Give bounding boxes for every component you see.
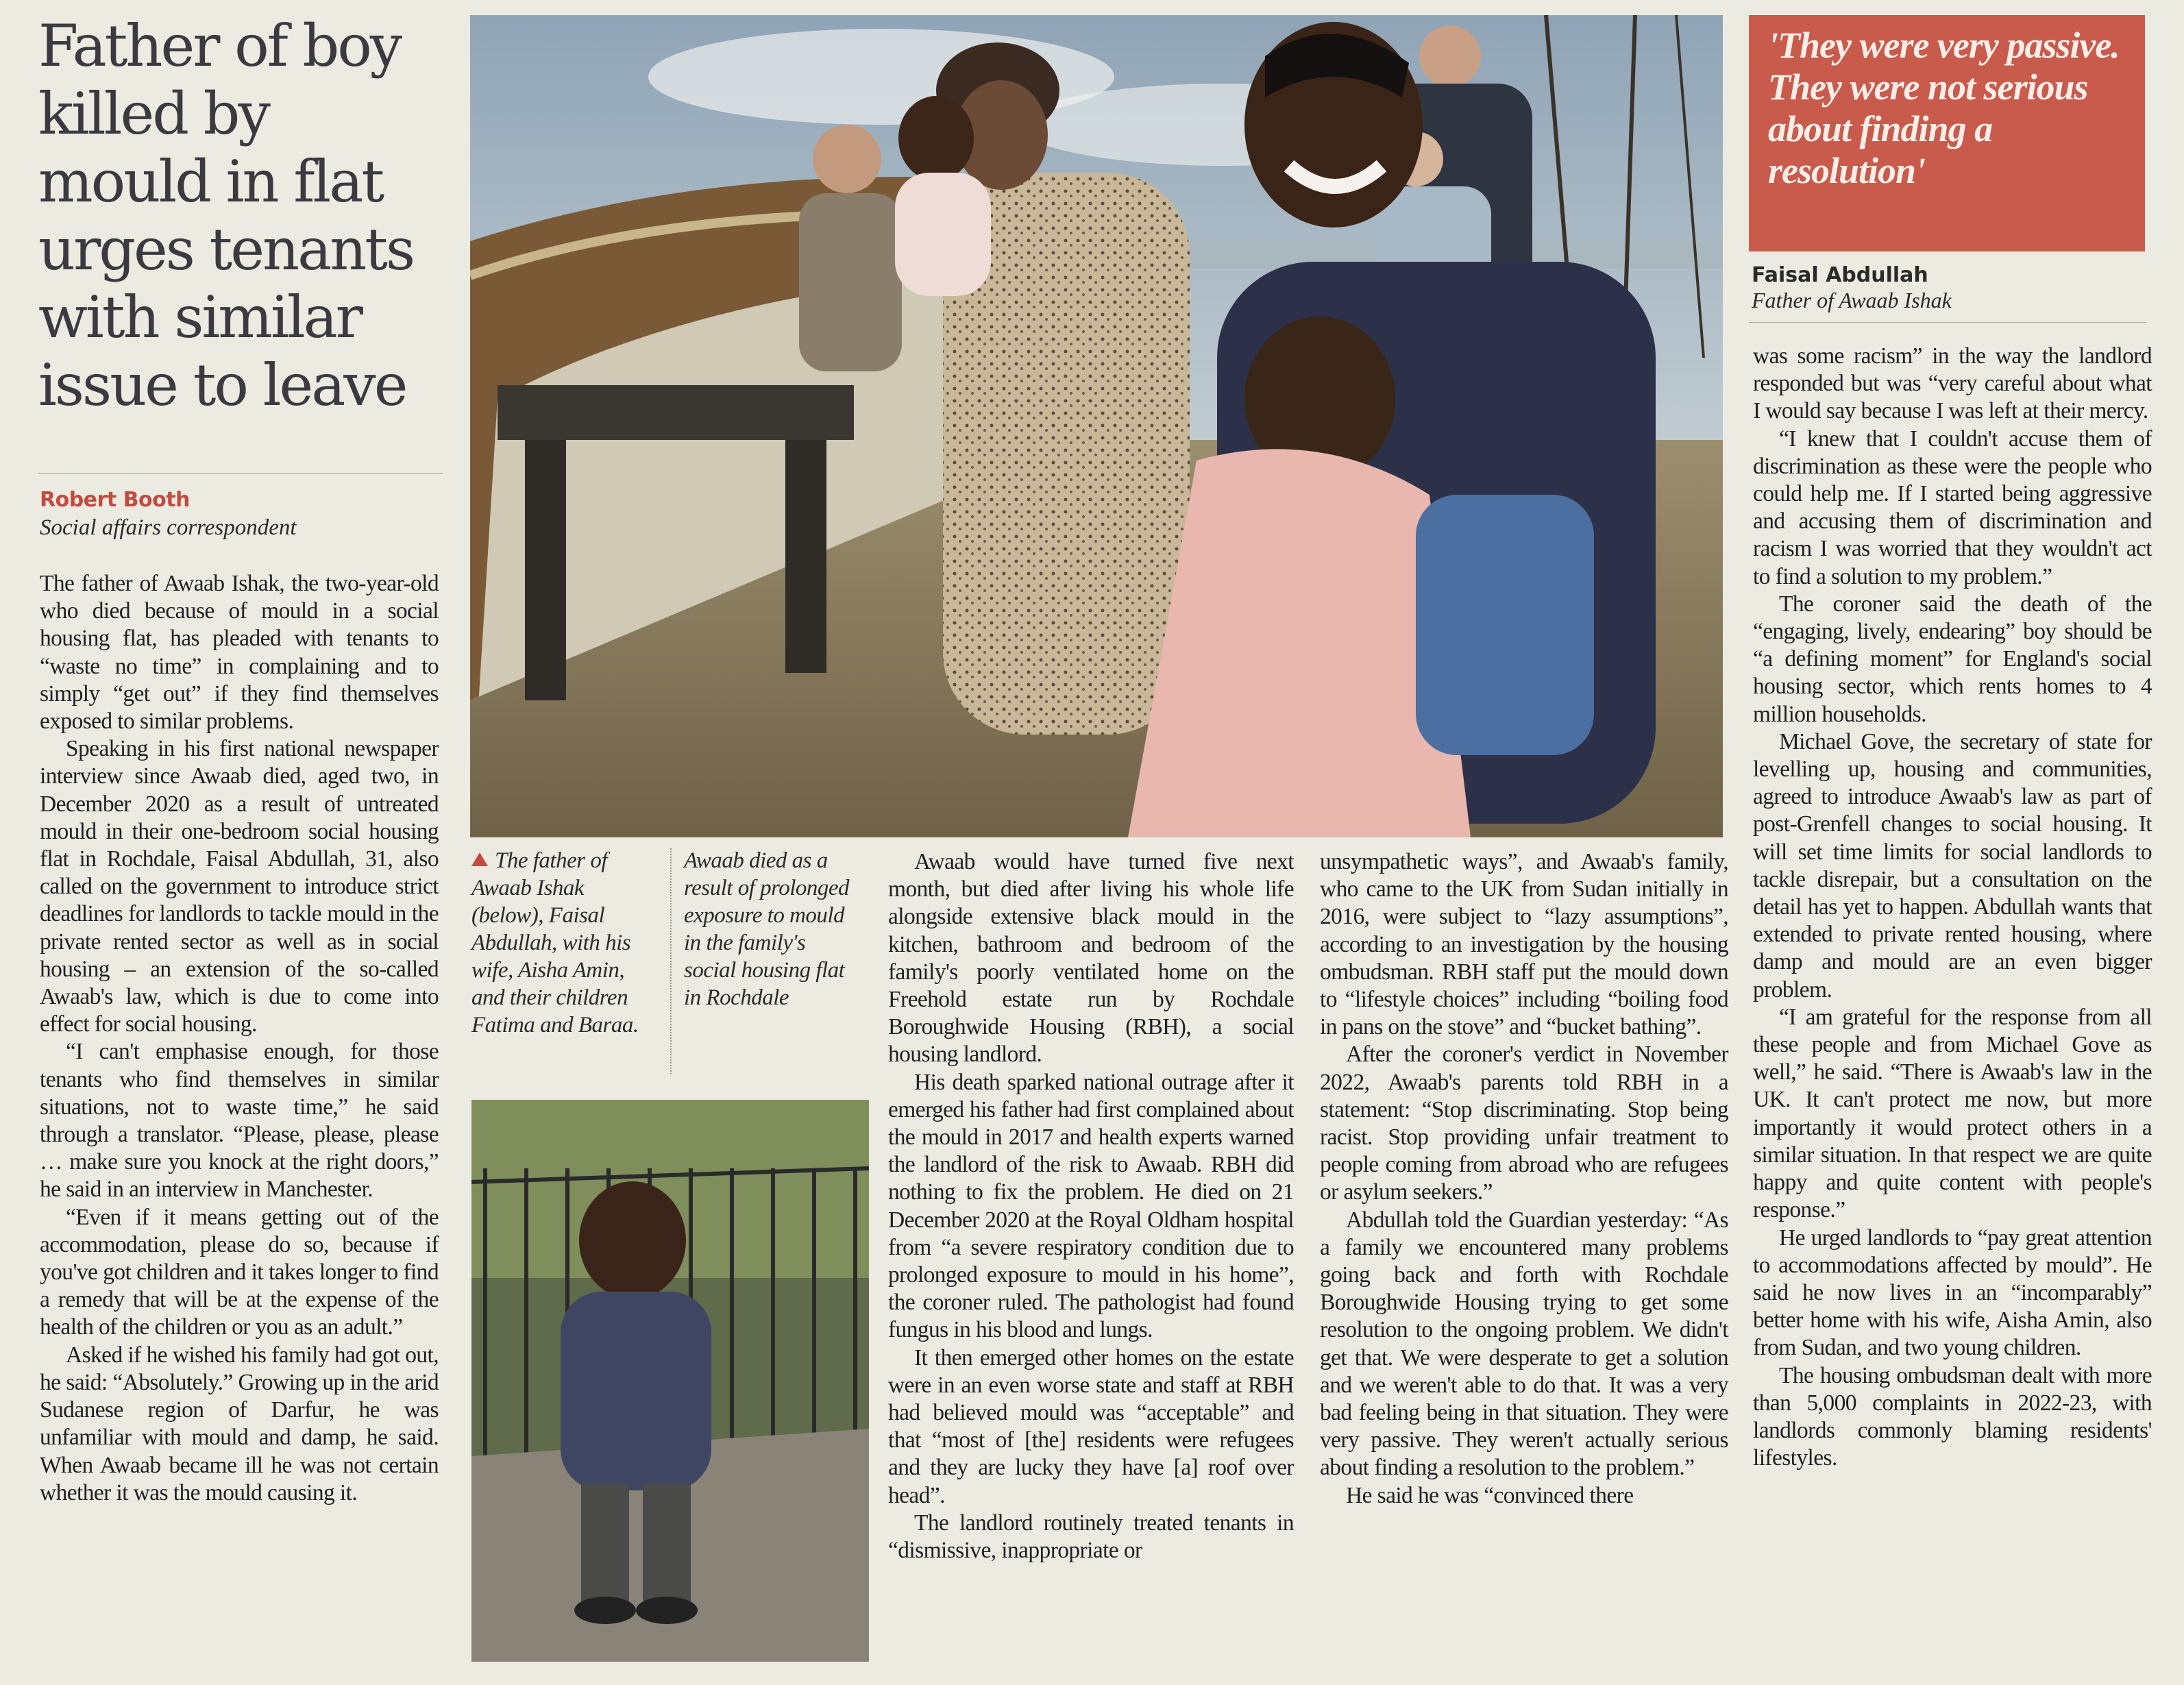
caption-divider xyxy=(670,848,672,1074)
paragraph: The landlord routinely treated tenants in “dismissive, inappropriate or xyxy=(888,1510,1294,1564)
child-photo-illustration xyxy=(471,1100,869,1662)
paragraph: It then emerged other homes on the estate were in an even worse state and staff at RBH had believed mould was “acceptable” and that “most of [the] residents were refugees and they are lucky they have [a] roof over head”. xyxy=(888,1344,1294,1508)
photo-caption-second: Awaab died as a result of prolonged exposure to mould in the family's social housing flat in Rochdale xyxy=(684,848,850,1010)
paragraph: Asked if he wished his family had got out, he said: “Absolutely.” Growing up in the arid Sudanese region of Darfur, he was unfamiliar with mould and damp, he said. When Awaab became ill he was not certain whether it was the mould causing it. xyxy=(40,1342,439,1505)
paragraph: The father of Awaab Ishak, the two-year-old who died because of mould in a social housing flat, has pleaded with tenants to “waste no time” in complaining and to simply “get out” if they find themselves exposed to similar problems. xyxy=(40,571,439,735)
paragraph: Awaab would have turned five next month, but died after living his whole life alongside extensive black mould in the kitchen, bathroom and bedroom of the family's poorly ventilated home on the Freehold estate run by Rochdale Boroughwide Housing (RBH), a social housing landlord. xyxy=(888,849,1294,1068)
byline-name: Robert Booth xyxy=(40,488,190,512)
caption-text: The father of Awaab Ishak (below), Faisal Abdullah, with his wife, Aisha Amin, and their children Fatima and Baraa. xyxy=(471,848,639,1037)
article-column-3 xyxy=(888,848,1294,1564)
paragraph: The coroner said the death of the “engaging, lively, endearing” boy should be “a defining moment” for England's social housing sector, which rents homes to 4 million households. xyxy=(1753,591,2152,727)
paragraph: The housing ombudsman dealt with more than 5,000 complaints in 2022-23, with landlords commonly blaming residents' lifestyles. xyxy=(1753,1362,2152,1471)
paragraph: After the coroner's verdict in November 2022, Awaab's parents told RBH in a statement: “Stop discriminating. Stop being racist. Stop providing unfair treatment to people coming from abroad who are refugees or asylum seekers.” xyxy=(1320,1042,1728,1205)
family-photo-illustration xyxy=(470,15,1723,837)
paragraph: “Even if it means getting out of the accommodation, please do so, because if you've got children and it takes longer to find a remedy that will be at the expense of the health of the children or you as an adult.” xyxy=(40,1204,439,1340)
child-photo xyxy=(471,1100,869,1662)
paragraph: He said he was “convinced there xyxy=(1346,1482,1634,1508)
pull-quote-rule xyxy=(1749,322,2146,323)
paragraph: unsympathetic ways”, and Awaab's family, who came to the UK from Sudan initially in 2016, were subject to “lazy assumptions”, according to an investigation by the housing ombudsman. RBH staff put the mould down to “lifestyle choices” including “boiling food in pans on the stove” and “bucket bathing”. xyxy=(1320,849,1728,1040)
paragraph: “I knew that I couldn't accuse them of discrimination as these were the people who could help me. If I started being aggressive and accusing them of discrimination and racism I was worried that they wouldn't act to find a solution to my problem.” xyxy=(1753,426,2152,589)
paragraph: was some racism” in the way the landlord responded but was “very careful about what I would say because I was left at their mercy. xyxy=(1753,343,2152,424)
headline: Father of boy killed by mould in flat urges tenants with similar issue to leave xyxy=(38,12,414,419)
pull-quote-text: 'They were very passive. They were not serious about finding a resolution' xyxy=(1768,25,2120,191)
article-column-1 xyxy=(40,570,439,1507)
article-column-4 xyxy=(1320,848,1728,1510)
paragraph: Abdullah told the Guardian yesterday: “As a family we encountered many problems going back and forth with Rochdale Boroughwide Housing trying to get some resolution to the ongoing problem. We didn't get that. We were desperate to get a solution and we weren't able to do that. It was a very bad feeling being in that situation. They were very passive. They weren't actually serious about finding a resolution to the problem.” xyxy=(1320,1207,1728,1481)
photo-caption-main xyxy=(471,847,657,1039)
pull-quote-role: Father of Awaab Ishak xyxy=(1752,288,1952,312)
byline-role: Social affairs correspondent xyxy=(40,515,297,540)
paragraph: Speaking in his first national newspaper interview since Awaab died, aged two, in December 2020 as a result of untreated mould in their one-bedroom social housing flat in Rochdale, Faisal Abdullah, 31, also called on the government to introduce strict deadlines for landlords to tackle mould in the private rented sector as well as in social housing – an extension of the so-called Awaab's law, which is due to come into effect for social housing. xyxy=(40,736,439,1037)
paragraph: “I am grateful for the response from all these people and from Michael Gove as well,” he said. “There is Awaab's law in the UK. It can't protect me now, but more importantly it would protect others in a similar situation. In that respect we are quite happy and quite content with people's response.” xyxy=(1753,1004,2152,1223)
paragraph: He urged landlords to “pay great attention to accommodations affected by mould”. He said he now lives in an “incomparably” better home with his wife, Aisha Amin, also from Sudan, and two young children. xyxy=(1753,1225,2152,1361)
paragraph: His death sparked national outrage after it emerged his father had first complained about the mould in 2017 and health experts warned the landlord of the risk to Awaab. RBH did nothing to fix the problem. He died on 21 December 2020 at the Royal Oldham hospital from “a severe respiratory condition due to prolonged exposure to mould in his home”, the coroner ruled. The pathologist had found fungus in his blood and lungs. xyxy=(888,1069,1294,1343)
caption-triangle-icon xyxy=(471,852,488,866)
paragraph: Michael Gove, the secretary of state for levelling up, housing and communities, agreed to introduce Awaab's law as part of post-Grenfell changes to social housing. It will set time limits for social landlords to tackle disrepair, but a consultation on the detail has yet to happen. Abdullah wants that extended to private rented housing, where damp and mould are an even bigger problem. xyxy=(1753,728,2152,1003)
pull-quote-name: Faisal Abdullah xyxy=(1752,263,1928,287)
article-column-5 xyxy=(1753,343,2152,1472)
family-photo xyxy=(470,15,1723,837)
paragraph: “I can't emphasise enough, for those tenants who find themselves in similar situations, not to waste time,” he said through a translator. “Please, please, please … make sure you knock at the right doors,” he said in an interview in Manchester. xyxy=(40,1039,439,1203)
